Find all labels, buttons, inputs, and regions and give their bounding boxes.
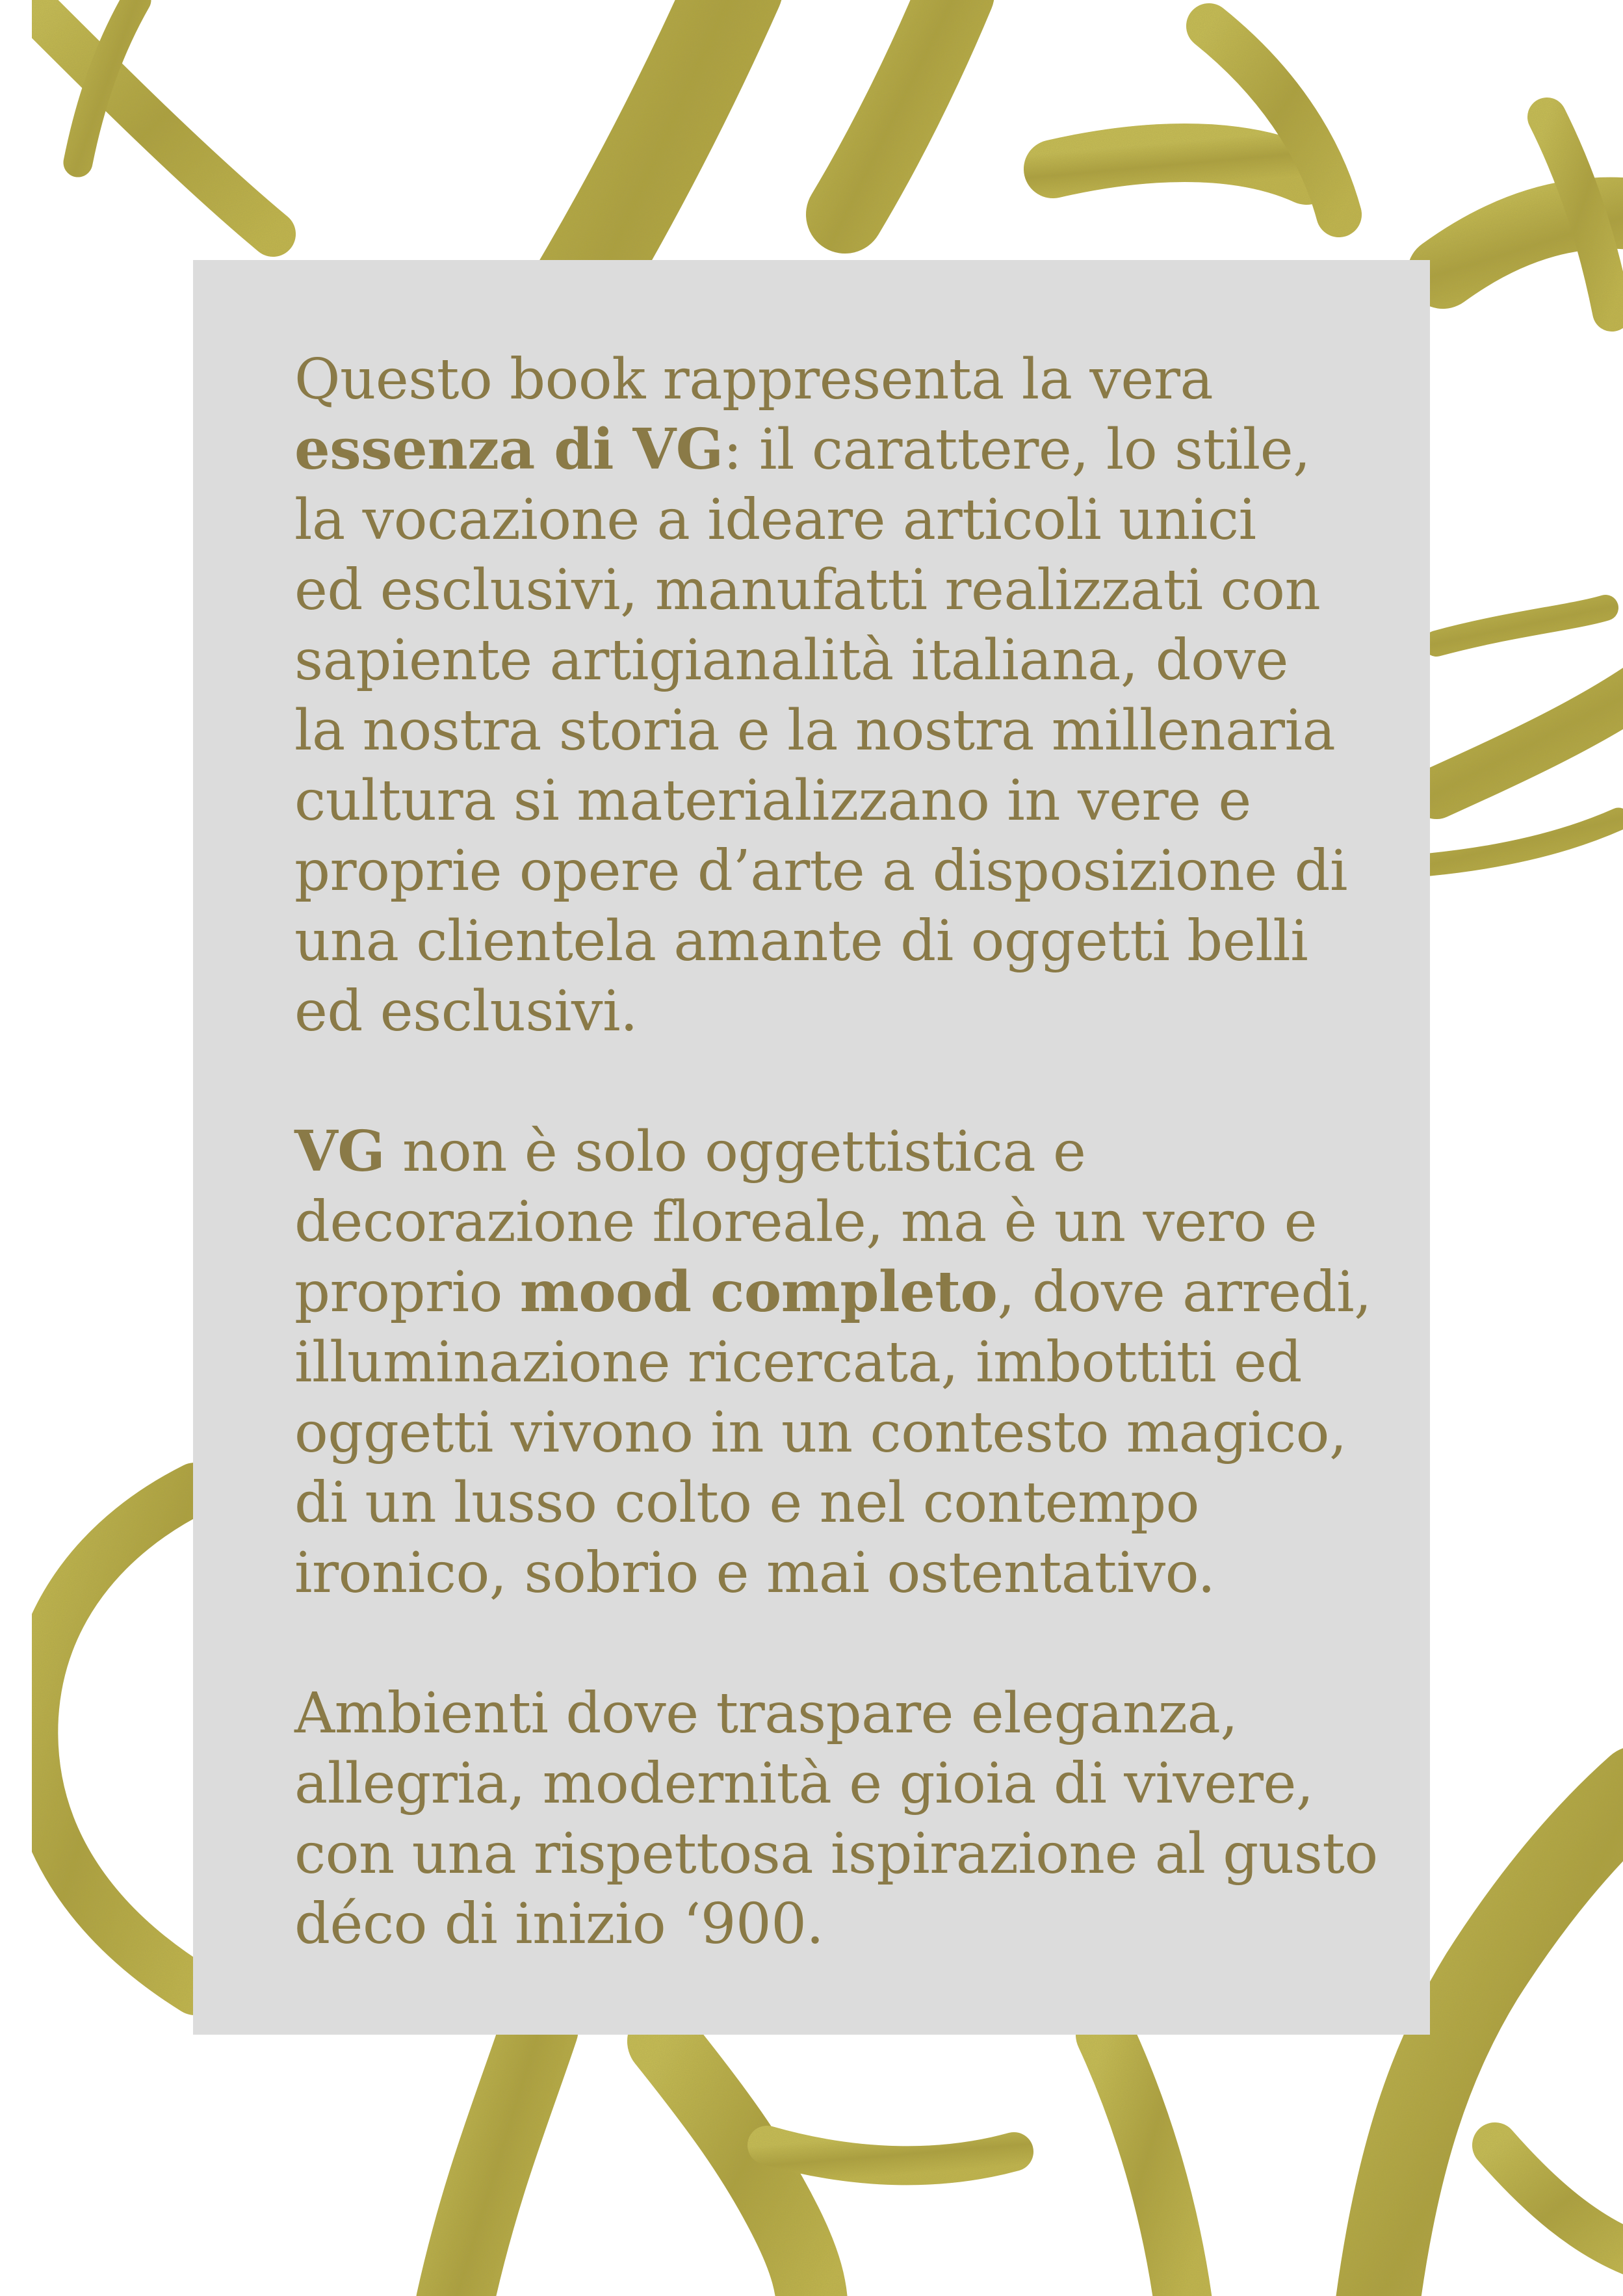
text-run: proprio [294,1260,520,1325]
text-line [294,1678,1399,1749]
emphasis-text: essenza di VG [294,417,723,482]
text-line [294,555,1399,625]
text-run: proprie opere d’arte a disposizione di [294,839,1347,904]
text-line [294,1749,1399,1819]
gold-stroke [1436,608,1605,644]
text-line [294,766,1399,836]
text-line [294,696,1399,766]
text-run: la vocazione a ideare articoli unici [294,488,1256,553]
body-text [294,345,1399,1959]
text-line [294,1819,1399,1889]
paragraph [294,345,1399,1047]
text-run: decorazione floreale, ma è un vero e [294,1190,1318,1255]
text-run: la nostra storia e la nostra millenaria [294,698,1336,763]
text-line [294,625,1399,696]
text-line [294,1398,1399,1468]
text-line [294,906,1399,976]
text-run: , dove arredi, [997,1260,1371,1325]
text-line [294,485,1399,555]
text-line [294,1327,1399,1398]
text-run: Questo book rappresenta la vera [294,347,1214,412]
gold-stroke [1053,153,1306,176]
text-run: : il carattere, lo stile, [723,417,1310,482]
text-line [294,415,1399,485]
text-run: Ambienti dove traspare eleganza, [294,1681,1238,1746]
text-run: oggetti vivono in un contesto magico, [294,1400,1347,1465]
text-line [294,345,1399,415]
text-run: ed esclusivi, manufatti realizzati con [294,558,1321,623]
gold-stroke [1430,819,1618,865]
text-run: con una rispettosa ispirazione al gusto [294,1821,1378,1886]
text-panel [193,260,1430,2035]
text-run: allegria, modernità e gioia di vivere, [294,1751,1314,1816]
gold-stroke [845,0,955,215]
text-run: cultura si materializzano in vere e [294,768,1251,833]
paragraph [294,1117,1399,1608]
text-line [294,976,1399,1047]
gold-stroke [455,2028,539,2296]
text-line [294,1257,1399,1327]
gold-stroke [32,1489,195,1989]
text-run: di un lusso colto e nel contempo [294,1470,1199,1535]
emphasis-text: mood completo [519,1259,998,1325]
gold-stroke [1495,2145,1623,2256]
text-run: déco di inizio ‘900. [294,1892,824,1957]
text-run: una clientela amante di oggetti belli [294,909,1308,974]
gold-stroke [1105,2035,1183,2296]
text-line [294,1889,1399,1959]
text-line [294,1468,1399,1538]
text-run: ironico, sobrio e mai ostentativo. [294,1541,1215,1606]
text-line [294,1117,1399,1187]
gold-stroke [767,2145,1014,2165]
paragraph [294,1678,1399,1959]
text-line [294,1187,1399,1257]
text-line [294,1538,1399,1608]
emphasis-text: VG [294,1119,385,1184]
gold-stroke [1436,689,1623,793]
text-run: non è solo oggettistica e [385,1119,1086,1184]
text-run: ed esclusivi. [294,979,638,1044]
text-line [294,836,1399,906]
text-run: illuminazione ricercata, imbottiti ed [294,1330,1302,1395]
text-run: sapiente artigianalità italiana, dove [294,628,1288,693]
